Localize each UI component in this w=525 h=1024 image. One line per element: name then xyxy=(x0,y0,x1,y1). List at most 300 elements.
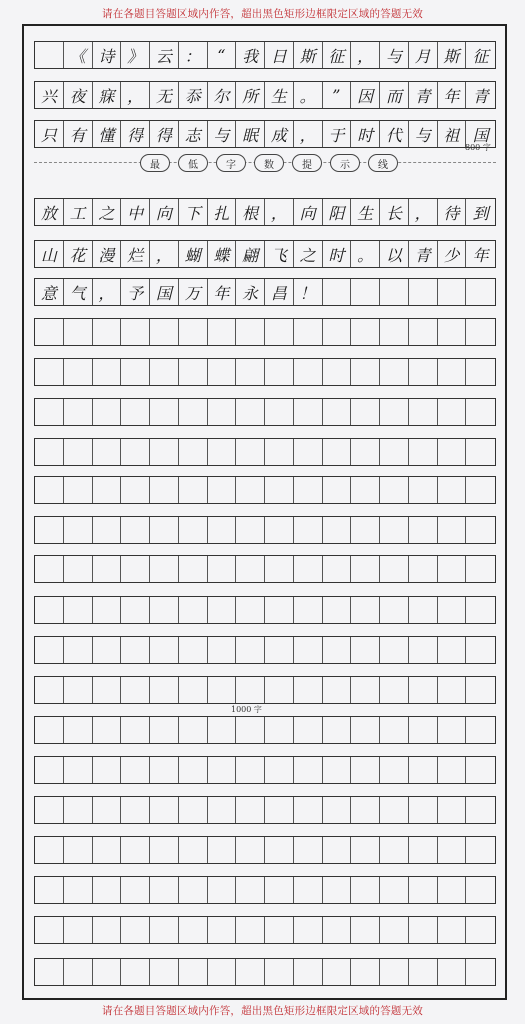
grid-cell xyxy=(121,717,150,743)
grid-cell xyxy=(64,439,93,465)
grid-cell xyxy=(294,917,323,943)
grid-cell xyxy=(351,877,380,903)
grid-cell: ” xyxy=(323,82,352,108)
grid-cell xyxy=(64,399,93,425)
grid-cell xyxy=(121,556,150,582)
min-line-char: 低 xyxy=(178,154,208,172)
grid-cell xyxy=(64,517,93,543)
grid-cell xyxy=(208,917,237,943)
grid-cell xyxy=(236,917,265,943)
grid-cell xyxy=(93,877,122,903)
grid-cell xyxy=(294,757,323,783)
grid-cell: 生 xyxy=(351,199,380,225)
grid-cell: ： xyxy=(179,42,208,68)
grid-row xyxy=(34,756,496,784)
grid-cell: 根 xyxy=(236,199,265,225)
grid-cell xyxy=(236,717,265,743)
grid-cell xyxy=(35,717,64,743)
grid-cell xyxy=(265,399,294,425)
grid-cell xyxy=(323,837,352,863)
grid-cell xyxy=(121,399,150,425)
grid-cell xyxy=(93,439,122,465)
grid-cell xyxy=(208,717,237,743)
grid-row xyxy=(34,555,496,583)
min-line-char: 数 xyxy=(254,154,284,172)
grid-cell: 之 xyxy=(93,199,122,225)
grid-cell xyxy=(323,597,352,623)
grid-cell: 国 xyxy=(472,125,489,145)
grid-cell xyxy=(64,877,93,903)
grid-cell xyxy=(351,637,380,663)
grid-cell xyxy=(409,439,438,465)
grid-cell xyxy=(236,959,265,985)
grid-cell: 花 xyxy=(64,241,93,267)
grid-cell xyxy=(208,677,237,703)
grid-cell xyxy=(64,556,93,582)
grid-cell xyxy=(409,837,438,863)
grid-cell: 得 xyxy=(121,121,150,147)
grid-cell xyxy=(351,597,380,623)
grid-row xyxy=(34,81,496,109)
grid-cell xyxy=(35,959,64,985)
grid-cell: 兴 xyxy=(35,82,64,108)
grid-cell xyxy=(323,797,352,823)
grid-cell: 烂 xyxy=(121,241,150,267)
grid-cell xyxy=(409,597,438,623)
grid-cell xyxy=(35,556,64,582)
grid-cell xyxy=(323,917,352,943)
grid-cell: 志 xyxy=(179,121,208,147)
grid-cell xyxy=(150,556,179,582)
grid-cell: 放 xyxy=(35,199,64,225)
grid-cell xyxy=(236,757,265,783)
grid-cell xyxy=(35,359,64,385)
grid-cell: 尔 xyxy=(208,82,237,108)
grid-row xyxy=(34,516,496,544)
grid-cell: 年 xyxy=(208,279,237,305)
grid-row xyxy=(34,438,496,466)
grid-cell xyxy=(236,359,265,385)
grid-cell: 长 xyxy=(380,199,409,225)
grid-cell xyxy=(409,319,438,345)
grid-cell xyxy=(208,399,237,425)
grid-row xyxy=(34,398,496,426)
grid-cell xyxy=(409,279,438,305)
grid-cell: 。 xyxy=(294,82,323,108)
grid-row xyxy=(34,358,496,386)
grid-cell xyxy=(438,797,467,823)
grid-cell: 到 xyxy=(472,203,489,223)
top-notice: 请在各题目答题区域内作答，超出黑色矩形边框限定区域的答题无效 xyxy=(102,8,423,20)
grid-cell xyxy=(93,917,122,943)
grid-cell xyxy=(323,439,352,465)
grid-cell xyxy=(150,517,179,543)
grid-cell xyxy=(351,477,380,503)
grid-cell xyxy=(294,837,323,863)
grid-cell xyxy=(438,399,467,425)
grid-cell xyxy=(121,477,150,503)
grid-cell xyxy=(466,279,495,305)
grid-cell: 斯 xyxy=(438,42,467,68)
grid-cell xyxy=(64,637,93,663)
grid-cell xyxy=(179,439,208,465)
grid-cell: 以 xyxy=(380,241,409,267)
grid-cell xyxy=(323,877,352,903)
grid-cell xyxy=(121,439,150,465)
grid-cell: 少 xyxy=(438,241,467,267)
grid-cell: ， xyxy=(150,241,179,267)
grid-cell xyxy=(380,517,409,543)
min-line-char: 提 xyxy=(292,154,322,172)
grid-cell xyxy=(409,517,438,543)
grid-cell xyxy=(438,877,467,903)
grid-cell xyxy=(208,637,237,663)
grid-cell xyxy=(294,359,323,385)
grid-cell xyxy=(208,877,237,903)
grid-cell xyxy=(409,556,438,582)
grid-cell xyxy=(380,399,409,425)
grid-cell xyxy=(150,359,179,385)
grid-cell xyxy=(466,319,495,345)
grid-cell: 诗 xyxy=(93,42,122,68)
grid-cell xyxy=(179,877,208,903)
grid-cell: 年 xyxy=(472,245,489,265)
grid-cell xyxy=(323,359,352,385)
grid-cell xyxy=(150,757,179,783)
grid-cell: 祖 xyxy=(438,121,467,147)
grid-cell xyxy=(208,477,237,503)
grid-cell xyxy=(93,717,122,743)
grid-cell: “ xyxy=(208,42,237,68)
grid-cell xyxy=(466,597,495,623)
grid-cell: 生 xyxy=(265,82,294,108)
grid-cell xyxy=(265,556,294,582)
grid-cell xyxy=(35,677,64,703)
grid-cell: ！ xyxy=(294,279,323,305)
grid-cell: 月 xyxy=(409,42,438,68)
grid-cell xyxy=(150,797,179,823)
grid-cell: 懂 xyxy=(93,121,122,147)
grid-cell xyxy=(208,837,237,863)
grid-row xyxy=(34,636,496,664)
grid-cell xyxy=(208,797,237,823)
word-count-800: 800 字 xyxy=(465,143,491,152)
grid-cell xyxy=(35,797,64,823)
grid-cell: 万 xyxy=(179,279,208,305)
grid-cell: 有 xyxy=(64,121,93,147)
grid-cell xyxy=(208,439,237,465)
grid-cell xyxy=(351,399,380,425)
grid-cell xyxy=(466,399,495,425)
grid-cell: 青 xyxy=(472,86,489,106)
grid-cell: 意 xyxy=(35,279,64,305)
grid-cell xyxy=(438,477,467,503)
grid-cell xyxy=(323,517,352,543)
grid-cell xyxy=(323,319,352,345)
grid-cell xyxy=(121,837,150,863)
grid-cell xyxy=(121,877,150,903)
grid-cell xyxy=(179,757,208,783)
grid-cell: 蝴 xyxy=(179,241,208,267)
grid-cell: 所 xyxy=(236,82,265,108)
grid-cell xyxy=(150,597,179,623)
grid-cell xyxy=(294,556,323,582)
grid-cell xyxy=(409,959,438,985)
grid-cell xyxy=(409,359,438,385)
grid-cell xyxy=(64,717,93,743)
grid-cell xyxy=(150,837,179,863)
grid-cell xyxy=(236,837,265,863)
grid-cell xyxy=(265,477,294,503)
grid-cell: 眠 xyxy=(236,121,265,147)
grid-cell xyxy=(438,757,467,783)
grid-cell xyxy=(35,837,64,863)
grid-cell: 待 xyxy=(438,199,467,225)
grid-cell xyxy=(93,597,122,623)
grid-cell: 向 xyxy=(294,199,323,225)
grid-cell: 扎 xyxy=(208,199,237,225)
grid-cell xyxy=(179,837,208,863)
grid-cell: 中 xyxy=(121,199,150,225)
grid-cell xyxy=(121,917,150,943)
grid-cell xyxy=(380,439,409,465)
grid-cell xyxy=(380,717,409,743)
grid-cell xyxy=(179,677,208,703)
grid-cell xyxy=(236,399,265,425)
grid-cell xyxy=(64,477,93,503)
grid-cell xyxy=(265,877,294,903)
grid-cell xyxy=(380,637,409,663)
grid-cell xyxy=(438,917,467,943)
grid-cell xyxy=(409,717,438,743)
grid-cell xyxy=(466,717,495,743)
grid-cell: ， xyxy=(121,82,150,108)
grid-cell xyxy=(380,477,409,503)
grid-cell xyxy=(35,319,64,345)
grid-cell xyxy=(351,439,380,465)
grid-cell xyxy=(35,399,64,425)
grid-cell xyxy=(351,319,380,345)
grid-cell: 云 xyxy=(150,42,179,68)
grid-cell xyxy=(35,439,64,465)
grid-row xyxy=(34,41,496,69)
grid-cell: 下 xyxy=(179,199,208,225)
grid-cell xyxy=(351,556,380,582)
grid-cell xyxy=(236,877,265,903)
grid-cell xyxy=(380,319,409,345)
grid-cell: ， xyxy=(409,199,438,225)
grid-cell xyxy=(265,637,294,663)
grid-cell xyxy=(208,319,237,345)
grid-cell xyxy=(380,359,409,385)
grid-cell xyxy=(409,477,438,503)
grid-cell: 成 xyxy=(265,121,294,147)
grid-cell xyxy=(179,399,208,425)
grid-cell xyxy=(380,677,409,703)
grid-cell xyxy=(294,797,323,823)
grid-cell xyxy=(236,319,265,345)
grid-cell xyxy=(208,359,237,385)
grid-cell xyxy=(179,477,208,503)
grid-cell xyxy=(150,319,179,345)
grid-cell xyxy=(236,677,265,703)
grid-cell xyxy=(150,877,179,903)
grid-cell: 日 xyxy=(265,42,294,68)
grid-cell xyxy=(294,637,323,663)
grid-cell: 与 xyxy=(380,42,409,68)
grid-cell xyxy=(409,677,438,703)
min-line-char: 字 xyxy=(216,154,246,172)
grid-cell: 予 xyxy=(121,279,150,305)
grid-cell xyxy=(93,677,122,703)
grid-cell xyxy=(351,757,380,783)
grid-cell xyxy=(93,757,122,783)
grid-cell xyxy=(351,677,380,703)
grid-cell: ， xyxy=(265,199,294,225)
grid-cell xyxy=(179,717,208,743)
grid-cell xyxy=(466,757,495,783)
grid-cell: 之 xyxy=(294,241,323,267)
grid-cell xyxy=(466,517,495,543)
grid-cell xyxy=(236,439,265,465)
grid-cell xyxy=(93,837,122,863)
grid-cell xyxy=(93,399,122,425)
grid-cell xyxy=(438,959,467,985)
grid-cell xyxy=(294,597,323,623)
grid-cell xyxy=(265,837,294,863)
grid-cell: 。 xyxy=(351,241,380,267)
grid-cell xyxy=(466,797,495,823)
grid-cell xyxy=(208,556,237,582)
grid-cell xyxy=(323,677,352,703)
grid-cell: 年 xyxy=(438,82,467,108)
minimum-word-label xyxy=(140,154,398,172)
grid-cell xyxy=(409,637,438,663)
grid-cell xyxy=(438,717,467,743)
grid-cell xyxy=(208,757,237,783)
grid-cell xyxy=(265,517,294,543)
grid-cell xyxy=(294,877,323,903)
min-line-char: 最 xyxy=(140,154,170,172)
grid-cell xyxy=(265,359,294,385)
grid-cell: 与 xyxy=(208,121,237,147)
grid-cell xyxy=(265,717,294,743)
grid-cell xyxy=(121,757,150,783)
grid-cell xyxy=(380,877,409,903)
grid-cell xyxy=(294,959,323,985)
grid-cell: 时 xyxy=(351,121,380,147)
grid-cell xyxy=(35,757,64,783)
grid-cell: 气 xyxy=(64,279,93,305)
grid-cell xyxy=(351,717,380,743)
grid-row xyxy=(34,958,496,986)
grid-cell xyxy=(35,877,64,903)
grid-cell xyxy=(466,556,495,582)
grid-cell: 我 xyxy=(236,42,265,68)
grid-cell xyxy=(409,917,438,943)
grid-cell xyxy=(93,959,122,985)
grid-cell: 向 xyxy=(150,199,179,225)
grid-cell xyxy=(64,319,93,345)
grid-cell: 寐 xyxy=(93,82,122,108)
grid-cell xyxy=(438,597,467,623)
grid-cell xyxy=(323,399,352,425)
grid-cell xyxy=(351,359,380,385)
grid-cell xyxy=(294,439,323,465)
grid-cell xyxy=(323,959,352,985)
grid-cell: 征 xyxy=(323,42,352,68)
grid-cell: 永 xyxy=(236,279,265,305)
grid-cell xyxy=(438,517,467,543)
grid-cell xyxy=(265,677,294,703)
grid-cell xyxy=(64,917,93,943)
grid-cell: 工 xyxy=(64,199,93,225)
grid-cell xyxy=(466,477,495,503)
grid-row xyxy=(34,876,496,904)
grid-cell xyxy=(150,717,179,743)
grid-cell: 》 xyxy=(121,42,150,68)
grid-cell xyxy=(265,797,294,823)
grid-cell xyxy=(179,359,208,385)
grid-cell xyxy=(265,917,294,943)
grid-row xyxy=(34,716,496,744)
grid-cell xyxy=(179,556,208,582)
grid-cell xyxy=(466,637,495,663)
grid-cell xyxy=(409,399,438,425)
grid-cell xyxy=(380,556,409,582)
grid-row xyxy=(34,916,496,944)
grid-row xyxy=(34,476,496,504)
grid-cell xyxy=(265,597,294,623)
grid-cell xyxy=(121,797,150,823)
grid-cell xyxy=(179,917,208,943)
grid-cell: 因 xyxy=(351,82,380,108)
grid-cell: 忝 xyxy=(179,82,208,108)
grid-cell xyxy=(294,477,323,503)
grid-cell xyxy=(323,477,352,503)
grid-cell xyxy=(236,797,265,823)
grid-cell: ， xyxy=(351,42,380,68)
grid-cell xyxy=(208,959,237,985)
grid-cell: 青 xyxy=(409,82,438,108)
grid-cell xyxy=(93,359,122,385)
grid-cell xyxy=(150,917,179,943)
grid-cell: 得 xyxy=(150,121,179,147)
grid-cell: 征 xyxy=(472,46,489,66)
grid-cell xyxy=(150,399,179,425)
grid-row xyxy=(34,120,496,148)
grid-cell xyxy=(265,959,294,985)
grid-cell: 与 xyxy=(409,121,438,147)
grid-cell xyxy=(150,677,179,703)
grid-cell xyxy=(380,597,409,623)
grid-cell: 只 xyxy=(35,121,64,147)
grid-cell: 昌 xyxy=(265,279,294,305)
grid-cell xyxy=(64,677,93,703)
grid-row xyxy=(34,198,496,226)
grid-row xyxy=(34,240,496,268)
grid-cell xyxy=(466,837,495,863)
grid-cell: 代 xyxy=(380,121,409,147)
grid-cell xyxy=(121,677,150,703)
grid-cell xyxy=(236,637,265,663)
grid-cell: 《 xyxy=(64,42,93,68)
grid-cell xyxy=(64,959,93,985)
grid-cell xyxy=(466,359,495,385)
grid-cell: 蝶 xyxy=(208,241,237,267)
grid-cell xyxy=(323,757,352,783)
grid-cell xyxy=(236,597,265,623)
